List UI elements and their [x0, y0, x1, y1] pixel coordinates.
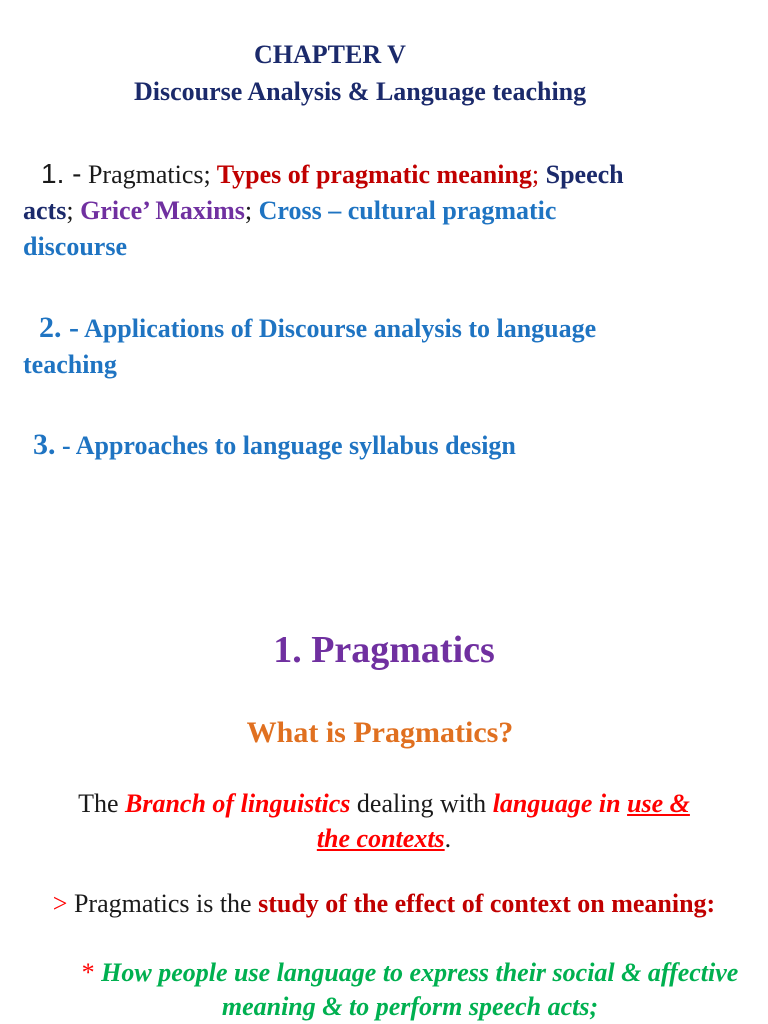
separator: ;: [531, 160, 540, 189]
section-question: What is Pragmatics?: [246, 716, 514, 749]
study-pre: Pragmatics is the: [67, 889, 259, 918]
topic-3-text: - Approaches to language syllabus design: [55, 431, 516, 460]
definition-branch: Branch of linguistics: [125, 789, 351, 818]
topic-2-number: 2. -: [39, 311, 79, 344]
topic-1: [23, 156, 743, 265]
section-heading: 1. Pragmatics: [273, 629, 495, 671]
definition-period: .: [444, 824, 452, 853]
arrow-marker: >: [52, 889, 68, 918]
separator: ;: [244, 196, 253, 225]
definition-use: use &: [627, 789, 690, 818]
bullet-text: How people use language to express their social & affective meaning & to perform speech acts;: [94, 958, 739, 1021]
chapter-label: CHAPTER V: [254, 40, 406, 69]
topic-speech-acts: Speech: [539, 160, 624, 189]
study-highlight: study of the effect of context on meaning:: [258, 889, 716, 918]
topic-3: [33, 427, 753, 464]
separator: ;: [203, 160, 211, 189]
topic-cross-cultural: Cross – cultural pragmatic: [252, 196, 557, 225]
topic-2-text: Applications of Discourse analysis to language: [79, 314, 597, 343]
definition-contexts: the contexts: [316, 824, 445, 853]
definition-language: language in: [492, 789, 628, 818]
study-line: [24, 886, 744, 921]
definition-dealing: dealing with: [350, 789, 493, 818]
topic-cross-cultural-cont: discourse: [23, 232, 127, 261]
separator: ;: [66, 196, 74, 225]
chapter-title: Discourse Analysis & Language teaching: [134, 77, 587, 106]
bullet-item: [60, 956, 760, 1024]
definition-the: The: [78, 789, 126, 818]
asterisk-marker: *: [81, 958, 95, 987]
topic-speech-acts-cont: acts: [23, 196, 67, 225]
topic-1-number: 1. -: [41, 158, 82, 189]
topic-3-number: 3.: [33, 428, 56, 461]
topic-grice-maxims: Grice’ Maxims: [73, 196, 245, 225]
topic-pragmatics: Pragmatics: [81, 160, 204, 189]
topic-2-text-cont: teaching: [23, 350, 117, 379]
topic-types-of-meaning: Types of pragmatic meaning: [210, 160, 532, 189]
topic-2: [23, 310, 743, 383]
definition: [24, 786, 744, 856]
